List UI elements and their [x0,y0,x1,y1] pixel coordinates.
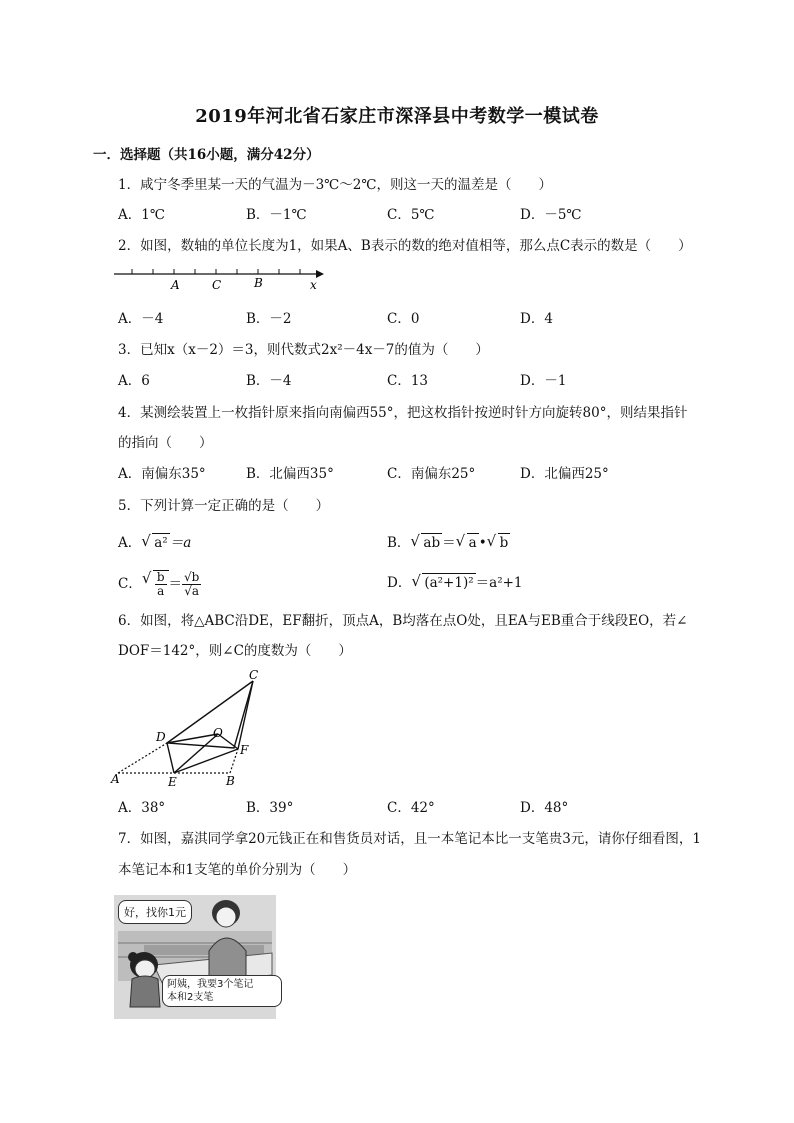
clerk-speech-bubble: 好，找你1元 [118,900,192,924]
q4-option-a: A．南偏东35° [118,466,206,482]
q5-option-d [387,573,523,592]
vertex-f-label: F [240,743,249,757]
q2-option-d: D．4 [520,311,553,327]
vertex-d-label: D [156,730,166,744]
q5-option-c [118,570,201,598]
q5-d-prefix: D． [387,575,412,591]
q4-option-c: C．南偏东25° [387,466,476,482]
vertex-o-label: O [213,726,223,740]
q5-c-denominator-2: √a [184,584,200,598]
vertex-a-label: A [111,772,120,786]
number-line-arrow [316,270,324,278]
q7-stem-line1: 7．如图，嘉淇同学拿20元钱正在和售货员对话，且一本笔记本比一支笔贵3元，请你仔细看图，1 [118,831,701,847]
q2-option-c: C．0 [387,311,420,327]
q6-option-d: D．48° [520,800,569,816]
axis-x-label: x [310,278,317,292]
segment-bf-dashed [230,749,238,773]
q5-stem: 5．下列计算一定正确的是（ ） [118,498,330,514]
q5-b-radicand-3: b [499,535,509,551]
q5-a-rhs: ＝a [169,535,192,551]
q3-stem: 3．已知x（x－2）＝3，则代数式2x²－4x－7的值为（ ） [118,342,489,358]
vertex-c-label: C [249,668,259,682]
q5-b-radicand-2: a [468,535,477,551]
point-a-label: A [171,278,180,292]
q1-option-d: D．－5℃ [520,207,582,223]
q5-c-prefix: C． [118,576,142,592]
q5-b-radical-3 [489,533,511,552]
shop-dialogue-illustration [114,895,276,1019]
q1-stem: 1．咸宁冬季里某一天的气温为－3℃～2℃，则这一天的温差是（ ） [118,177,552,193]
q5-d-radicand: (a²+1)² [424,575,474,591]
q5-a-radicand: a² [154,535,168,551]
q6-stem-line1: 6．如图，将△ABC沿DE，EF翻折，顶点A，B均落在点O处，且EA与EB重合于线段EO，若∠ [118,613,688,629]
number-line-figure [112,262,332,294]
q6-option-a: A．38° [118,800,166,816]
segment-cf [238,681,253,749]
point-c-label: C [212,278,222,292]
q7-stem-line2: 本笔记本和1支笔的单价分别为（ ） [118,862,357,878]
point-b-label: B [254,276,263,290]
vertex-e-label: E [168,775,177,789]
q5-c-denominator: a [157,584,165,598]
q1-option-b: B．－1℃ [246,207,307,223]
q2-stem: 2．如图，数轴的单位长度为1，如果A、B表示的数的绝对值相等，那么点C表示的数是（ ） [118,238,692,254]
student-speech-bubble [162,975,282,1007]
number-line-ticks [132,269,300,274]
q4-stem-line2: 的指向（ ） [118,435,213,451]
q5-d-radical [413,573,475,592]
q5-b-prefix: B． [387,535,411,551]
q5-b-dot: • [478,535,487,551]
q5-c-radicand [153,570,169,598]
q6-option-c: C．42° [387,800,435,816]
q4-option-b: B．北偏西35° [246,466,334,482]
q5-c-numerator: √ b [156,570,165,584]
q1-option-a: A．1℃ [118,207,165,223]
q5-c-radical [144,570,169,598]
q3-option-b: B．－4 [246,373,292,389]
q5-c-numerator-2: √b [184,570,200,584]
vertex-b-label: B [226,774,235,788]
q5-b-radical-1 [412,533,442,552]
segment-eo [174,734,218,773]
q5-b-radical-2 [458,533,479,552]
q6-option-b: B．39° [246,800,294,816]
page-title: 2019年河北省石家庄市深泽县中考数学一模试卷 [195,106,599,127]
segment-ad-dashed [118,743,167,773]
section-heading: 一．选择题（共16小题，满分42分） [93,147,320,163]
q5-d-rhs: ＝a²+1 [475,575,523,591]
q5-option-a [118,533,191,552]
q5-c-fraction-1 [155,571,167,598]
student-bubble-line2: 本和2支笔 [167,992,214,1003]
student-bubble-line1: 阿姨，我要3个笔记 [167,979,254,990]
q5-option-b [387,533,510,552]
q5-a-prefix: A． [118,535,142,551]
q5-c-fraction-2 [182,571,201,598]
q4-option-d: D．北偏西25° [520,466,609,482]
q3-option-a: A．6 [118,373,150,389]
q3-option-d: D．－1 [520,373,567,389]
q6-stem-line2: DOF＝142°，则∠C的度数为（ ） [118,643,352,659]
q1-option-c: C．5℃ [387,207,435,223]
q5-c-equals: ＝ [168,576,183,592]
q4-stem-line1: 4．某测绘装置上一枚指针原来指向南偏西55°，把这枚指针按逆时针方向旋转80°，则结果指针 [118,405,688,421]
q5-b-equals: ＝ [442,535,456,551]
segment-ef [174,749,238,773]
q5-a-radical [143,533,169,552]
q2-option-a: A．－4 [118,311,164,327]
segment-de [167,743,174,773]
q5-b-radicand-1: ab [423,535,441,551]
triangle-fold-figure [110,665,280,790]
q3-option-c: C．13 [387,373,429,389]
q2-option-b: B．－2 [246,311,292,327]
